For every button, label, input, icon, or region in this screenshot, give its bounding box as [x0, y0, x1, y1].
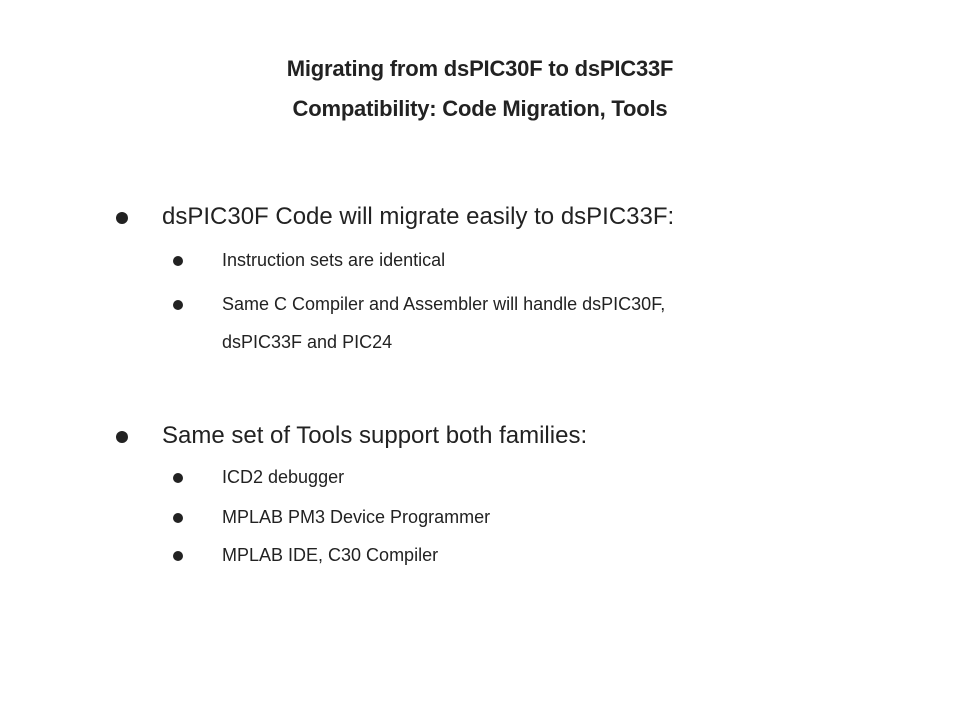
- sub-bullet: [222, 468, 344, 486]
- bullet-icon: [173, 473, 183, 483]
- slide-title: Migrating from dsPIC30F to dsPIC33F: [286, 56, 674, 81]
- bullet-text: MPLAB IDE, C30 Compiler: [222, 545, 439, 565]
- sub-bullet: [222, 295, 665, 313]
- bullet-icon: [173, 256, 183, 266]
- bullet-icon: [173, 551, 183, 561]
- sub-bullet: [222, 508, 490, 526]
- sub-bullet: [222, 251, 445, 269]
- bullet-icon: [173, 300, 183, 310]
- bullet-text: ICD2 debugger: [222, 467, 345, 487]
- bullet-text: MPLAB PM3 Device Programmer: [222, 507, 491, 527]
- bullet-text: dsPIC30F Code will migrate easily to dsPIC33F:: [162, 203, 675, 230]
- bullet-code-migration: [162, 205, 674, 229]
- sub-bullet: [222, 546, 438, 564]
- bullet-text: Instruction sets are identical: [222, 250, 446, 270]
- bullet-text: Same C Compiler and Assembler will handle dsPIC30F,: [222, 294, 666, 314]
- bullet-tools: [162, 424, 587, 448]
- bullet-icon: [116, 212, 128, 224]
- bullet-text: dsPIC33F and PIC24: [222, 332, 393, 352]
- slide-subtitle: Compatibility: Code Migration, Tools: [292, 96, 668, 121]
- bullet-icon: [116, 431, 128, 443]
- bullet-text: Same set of Tools support both families:: [162, 422, 588, 449]
- sub-bullet-continuation: [222, 333, 392, 351]
- bullet-icon: [173, 513, 183, 523]
